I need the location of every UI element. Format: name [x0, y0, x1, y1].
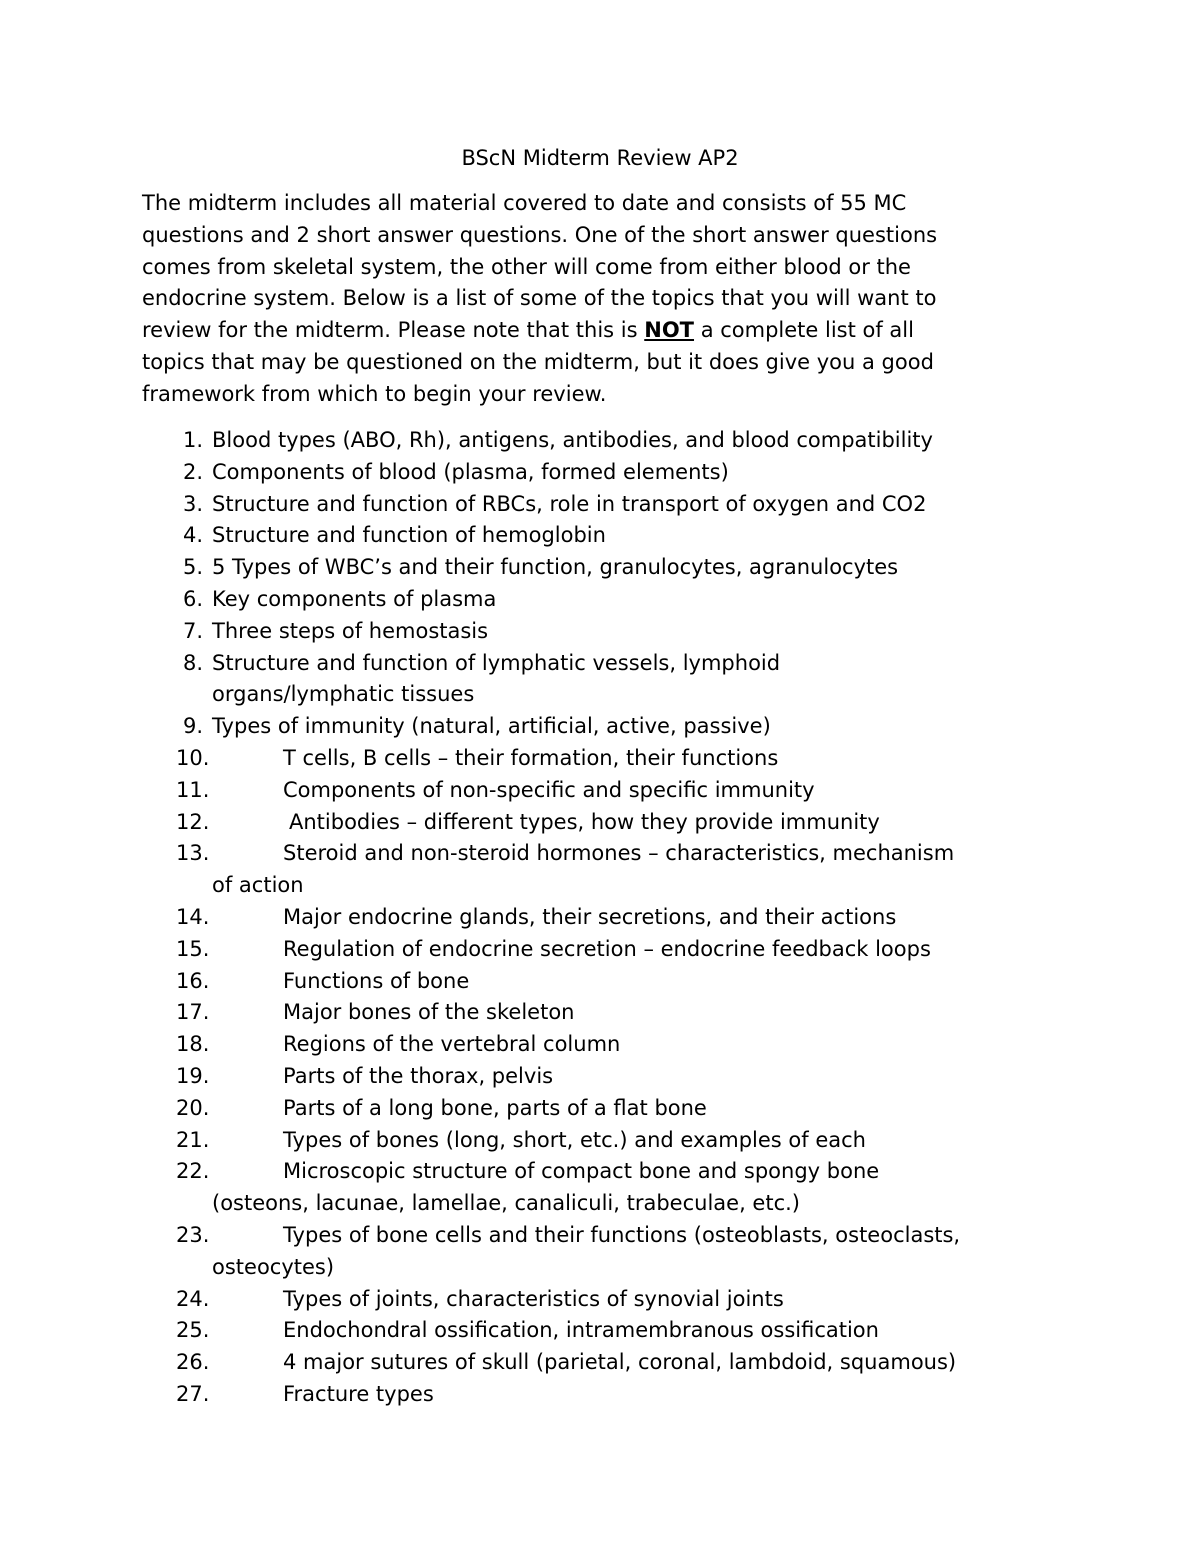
topic-line: Types of immunity (natural, artificial, active, passive) [212, 714, 771, 739]
topic-number: 24. [176, 1286, 210, 1311]
topic-line: Functions of bone [283, 968, 470, 993]
topic-text [212, 902, 1072, 934]
topic-item [0, 1156, 1200, 1220]
topic-line: Steroid and non-steroid hormones – characteristics, mechanism [283, 841, 955, 866]
topic-line: Parts of a long bone, parts of a flat bone [283, 1095, 707, 1120]
intro-paragraph [142, 188, 1062, 411]
topic-number: 10. [176, 745, 210, 770]
topic-text [212, 1315, 1072, 1347]
topic-continuation-line: of action [212, 873, 304, 898]
topic-text [212, 1125, 1072, 1157]
topic-item [0, 425, 1200, 457]
topic-text [212, 1029, 1072, 1061]
topic-item [0, 934, 1200, 966]
intro-line: The midterm includes all material covered to date and consists of 55 MC [142, 191, 907, 215]
topic-item [0, 997, 1200, 1029]
topic-number: 4. [182, 523, 203, 548]
topic-text [212, 711, 1072, 743]
topic-text [212, 838, 1072, 902]
intro-line-tail: a complete list of all [694, 318, 914, 343]
topic-continuation-line: (osteons, lacunae, lamellae, canaliculi, trabeculae, etc.) [212, 1191, 800, 1216]
topic-number: 16. [176, 968, 210, 993]
intro-line: questions and 2 short answer questions. One of the short answer questions [142, 222, 938, 247]
topic-line: 4 major sutures of skull (parietal, coronal, lambdoid, squamous) [283, 1350, 957, 1375]
topic-number: 18. [176, 1032, 210, 1057]
topic-number: 3. [182, 491, 203, 516]
topic-item [0, 1061, 1200, 1093]
topic-text [212, 966, 1072, 998]
topic-item [0, 902, 1200, 934]
topic-number: 26. [176, 1350, 210, 1375]
topic-text [212, 457, 1072, 489]
topic-item [0, 1125, 1200, 1157]
topic-text [212, 997, 1072, 1029]
topic-number: 2. [182, 459, 203, 484]
topic-line: Structure and function of RBCs, role in transport of oxygen and CO2 [212, 491, 927, 516]
topic-text [212, 1061, 1072, 1093]
topic-text [212, 1220, 1072, 1284]
topic-item [0, 1315, 1200, 1347]
topic-number: 20. [176, 1095, 210, 1120]
topic-continuation-line: organs/lymphatic tissues [212, 682, 475, 707]
topic-number: 12. [176, 809, 210, 834]
intro-line: endocrine system. Below is a list of some of the topics that you will want to [142, 286, 937, 311]
topic-line: Key components of plasma [212, 586, 497, 611]
topic-line: Components of non-specific and specific immunity [283, 777, 815, 802]
topic-text [212, 584, 1072, 616]
topic-text [212, 425, 1072, 457]
topic-line: Antibodies – different types, how they provide immunity [289, 809, 880, 834]
topic-item [0, 1284, 1200, 1316]
intro-line: framework from which to begin your review. [142, 381, 607, 406]
topic-item [0, 1379, 1200, 1411]
topic-line: T cells, B cells – their formation, their functions [283, 745, 779, 770]
topic-text [212, 552, 1072, 584]
topic-line: Parts of the thorax, pelvis [283, 1063, 554, 1088]
topic-item [0, 584, 1200, 616]
topic-line: Types of bones (long, short, etc.) and examples of each [283, 1127, 866, 1152]
topic-number: 15. [176, 936, 210, 961]
topic-item [0, 775, 1200, 807]
topic-line: Regulation of endocrine secretion – endocrine feedback loops [283, 936, 931, 961]
topic-number: 25. [176, 1318, 210, 1343]
topic-number: 13. [176, 841, 210, 866]
topic-item [0, 966, 1200, 998]
topic-number: 21. [176, 1127, 210, 1152]
topic-text [212, 520, 1072, 552]
topic-text [212, 1379, 1072, 1411]
topic-line: Structure and function of hemoglobin [212, 523, 606, 548]
topic-text [212, 775, 1072, 807]
topic-text [212, 1156, 1072, 1220]
topic-line: Fracture types [283, 1381, 434, 1406]
topic-text [212, 1347, 1072, 1379]
topic-text [212, 807, 1072, 839]
topic-item [0, 838, 1200, 902]
topic-line: Major endocrine glands, their secretions, and their actions [283, 904, 897, 929]
topic-line: Blood types (ABO, Rh), antigens, antibodies, and blood compatibility [212, 428, 933, 452]
topic-item [0, 552, 1200, 584]
topic-item [0, 1220, 1200, 1284]
topic-line: Components of blood (plasma, formed elements) [212, 459, 729, 484]
topic-item [0, 1347, 1200, 1379]
topic-number: 7. [182, 618, 203, 643]
topic-item [0, 807, 1200, 839]
topic-text [212, 934, 1072, 966]
topic-line: Endochondral ossification, intramembranous ossification [283, 1318, 879, 1343]
topic-number: 8. [182, 650, 203, 675]
intro-line: topics that may be questioned on the midterm, but it does give you a good [142, 349, 934, 374]
topic-item [0, 520, 1200, 552]
topic-text [212, 616, 1072, 648]
topic-number: 23. [176, 1222, 210, 1247]
topic-number: 22. [176, 1159, 210, 1184]
topic-item [0, 457, 1200, 489]
topic-item [0, 1093, 1200, 1125]
intro-line-emphasis [142, 315, 1062, 347]
not-emphasis: NOT [644, 318, 695, 343]
topic-number: 5. [182, 555, 203, 580]
topic-list [0, 425, 1200, 1411]
topic-line: Microscopic structure of compact bone and spongy bone [283, 1159, 880, 1184]
topic-text [212, 489, 1072, 521]
topic-number: 14. [176, 904, 210, 929]
topic-line: Types of joints, characteristics of synovial joints [283, 1286, 784, 1311]
topic-line: 5 Types of WBC’s and their function, granulocytes, agranulocytes [212, 555, 899, 580]
topic-number: 6. [182, 586, 203, 611]
topic-line: Structure and function of lymphatic vessels, lymphoid [212, 650, 781, 675]
topic-item [0, 743, 1200, 775]
topic-item [0, 489, 1200, 521]
topic-line: Major bones of the skeleton [283, 1000, 575, 1025]
topic-number: 19. [176, 1063, 210, 1088]
topic-item [0, 648, 1200, 712]
topic-line: Types of bone cells and their functions (osteoblasts, osteoclasts, [283, 1222, 961, 1247]
topic-line: Three steps of hemostasis [212, 618, 489, 643]
topic-item [0, 711, 1200, 743]
topic-line: Regions of the vertebral column [283, 1032, 621, 1057]
topic-text [212, 1284, 1072, 1316]
intro-line: comes from skeletal system, the other will come from either blood or the [142, 254, 911, 279]
topic-item [0, 1029, 1200, 1061]
topic-text [212, 743, 1072, 775]
topic-item [0, 616, 1200, 648]
topic-text [212, 1093, 1072, 1125]
topic-number: 27. [176, 1381, 210, 1406]
topic-continuation-line: osteocytes) [212, 1254, 335, 1279]
intro-line-head: review for the midterm. Please note that this is [142, 318, 645, 343]
topic-number: 1. [182, 428, 203, 452]
topic-number: 17. [176, 1000, 210, 1025]
topic-number: 9. [182, 714, 203, 739]
document-title: BScN Midterm Review AP2 [461, 146, 739, 170]
topic-text [212, 648, 1072, 712]
topic-number: 11. [176, 777, 210, 802]
